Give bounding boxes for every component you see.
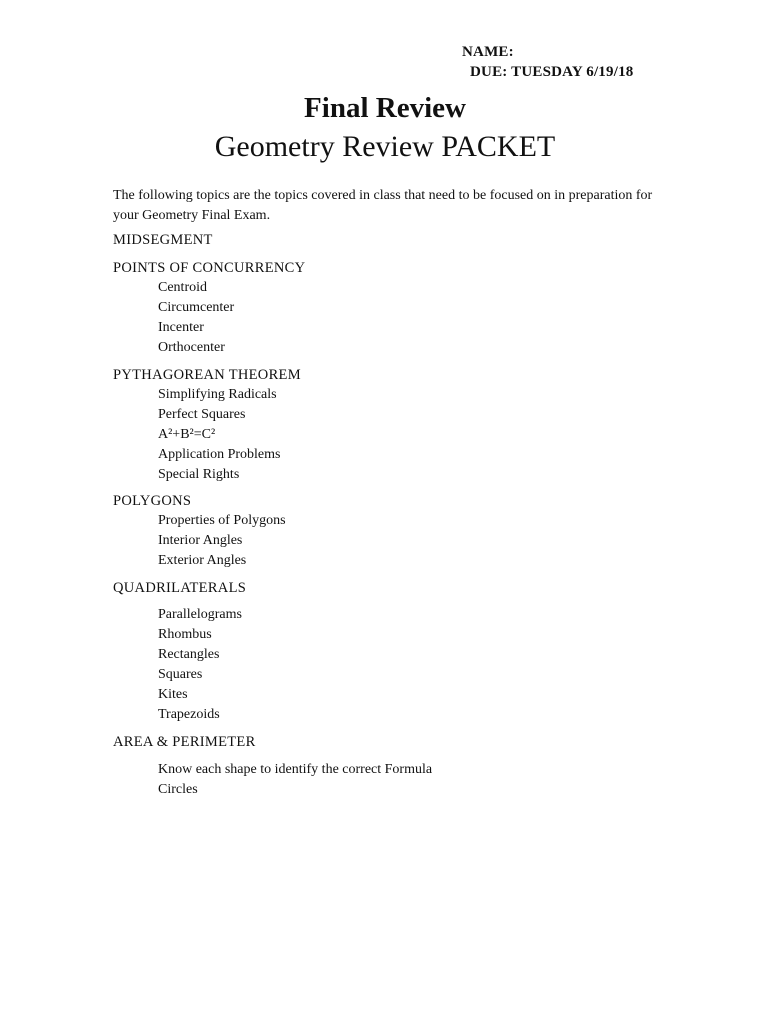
subtopic-item: Incenter — [158, 320, 204, 335]
topic-heading-pythagorean: PYTHAGOREAN THEOREM — [113, 367, 301, 383]
subtopic-item: Perfect Squares — [158, 407, 246, 422]
subtopic-item: Exterior Angles — [158, 553, 247, 568]
name-label: NAME: — [462, 44, 514, 60]
subtopic-item: Trapezoids — [158, 707, 220, 722]
due-date-label: DUE: TUESDAY 6/19/18 — [470, 64, 634, 80]
subtopic-item: Circumcenter — [158, 300, 235, 315]
subtopic-item: Orthocenter — [158, 340, 225, 355]
subtopic-item: Rhombus — [158, 627, 212, 642]
subtopic-item: Rectangles — [158, 647, 220, 662]
subtopic-item: Interior Angles — [158, 533, 243, 548]
subtopic-item: Know each shape to identify the correct Formula — [158, 762, 433, 777]
subtopic-item: Kites — [158, 687, 188, 702]
topic-heading-area-perimeter: AREA & PERIMETER — [113, 734, 256, 750]
document-subtitle: Geometry Review PACKET — [214, 130, 556, 163]
topic-heading-polygons: POLYGONS — [113, 493, 192, 509]
subtopic-item: Properties of Polygons — [158, 513, 286, 528]
subtopic-item: Parallelograms — [158, 607, 242, 622]
document-title: Final Review — [304, 92, 466, 124]
subtopic-item: Squares — [158, 667, 203, 682]
subtopic-item: Application Problems — [158, 447, 281, 462]
subtopic-item: A²+B²=C² — [158, 427, 216, 442]
topic-heading-concurrency: POINTS OF CONCURRENCY — [113, 260, 306, 276]
topic-heading-quadrilaterals: QUADRILATERALS — [113, 580, 247, 596]
subtopic-item: Simplifying Radicals — [158, 387, 277, 402]
subtopic-item: Centroid — [158, 280, 207, 295]
topic-heading-midsegment: MIDSEGMENT — [113, 232, 213, 248]
intro-paragraph: The following topics are the topics covered in class that need to be focused on in preparation for your Geometry Final Exam. — [113, 188, 653, 223]
subtopic-item: Special Rights — [158, 467, 240, 482]
subtopic-item: Circles — [158, 782, 198, 797]
